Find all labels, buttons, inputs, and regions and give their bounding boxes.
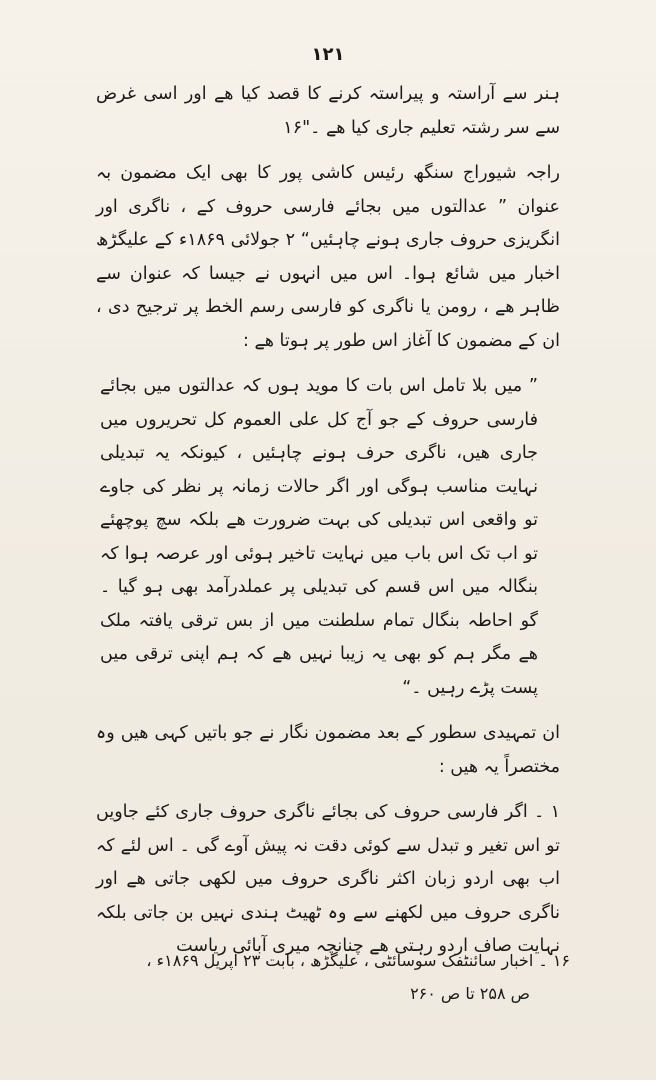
paragraph-gap <box>96 784 560 796</box>
paragraph-continuation: ہنر سے آراستہ و پیراستہ کرنے کا قصد کیا ھے اور اسی غرض سے سر رشتہ تعلیم جاری کیا ھے ۔"۱۶ <box>96 84 560 138</box>
paragraph-gap <box>96 705 560 717</box>
footnote-line-2: ص ۲۵۸ تا ص ۲۶۰ <box>410 984 530 1003</box>
block-quote: ” میں بلا تامل اس بات کا موید ہوں کہ عدالتوں میں بجائے فارسی حروف کے جو آج کل علی العموم کل تحریروں میں جاری ھیں، ناگری حرف ہونے چاہئیں ، کیونکہ یہ تبدیلی نہایت مناسب ہوگی اور اگر حالات زمانہ پر نظر کی جاوے تو واقعی اس تبدیلی کی بہت ضرورت ھے بلکہ سچ پوچھئے تو اب تک اس باب میں نہایت تاخیر ہوئی اور عرصہ ہوا کہ بنگالہ میں اس قسم کی تبدیلی پر عملدرآمد بھی ہو گیا ۔ گو احاطہ بنگال تمام سلطنت میں از بس ترقی یافتہ ملک ھے مگر ہم کو بھی یہ زیبا نہیں ھے کہ ہم اپنی ترقی میں پست پڑے رہیں ۔“ <box>100 376 538 698</box>
numbered-point-1: ۱ ۔ اگر فارسی حروف کی بجائے ناگری حروف جاری کئے جاویں تو اس تغیر و تبدل سے کوئی دقت نہ پیش آوے گی ۔ اس لئے کہ اب بھی اردو زبان اکثر ناگری حروف میں لکھی جاتی ھے اور ناگری حروف میں لکھنے سے وہ ٹھیٹ ہندی نہیں بن جاتی بلکہ نہایت صاف اردو رہتی ھے چنانچہ میری آبائی ریاست <box>96 802 560 956</box>
footnote <box>96 944 570 1010</box>
page-number: ۱۲۱ <box>311 44 345 65</box>
paragraph-summary-intro: ان تمہیدی سطور کے بعد مضمون نگار نے جو باتیں کہی ھیں وہ مختصراً یہ ھیں : <box>96 723 560 777</box>
paragraph-gap <box>96 358 560 370</box>
paragraph-gap <box>96 145 560 157</box>
footnote-line-1: ۱۶ ۔ اخبار سائنٹفک سوسائٹی ، علیگڑھ ، بابت ۲۳ اپریل ۱۸۶۹ء ، <box>146 951 570 970</box>
footnote-separator <box>96 934 560 935</box>
page-body <box>96 78 560 964</box>
paragraph-raja-shivraj: راجہ شیوراج سنگھ رئیس کاشی پور کا بھی ایک مضمون بہ عنوان ” عدالتوں میں بجائے فارسی حروف کے ، ناگری اور انگریزی حروف جاری ہونے چاہئیں“ ۲ جولائی ۱۸۶۹ء کے علیگڑھ اخبار میں شائع ہوا۔ اس میں انہوں نے جیسا کہ عنوان سے ظاہر ھے ، رومن یا ناگری کو فارسی رسم الخط پر ترجیح دی ، ان کے مضمون کا آغاز اس طور پر ہوتا ھے : <box>96 163 560 351</box>
